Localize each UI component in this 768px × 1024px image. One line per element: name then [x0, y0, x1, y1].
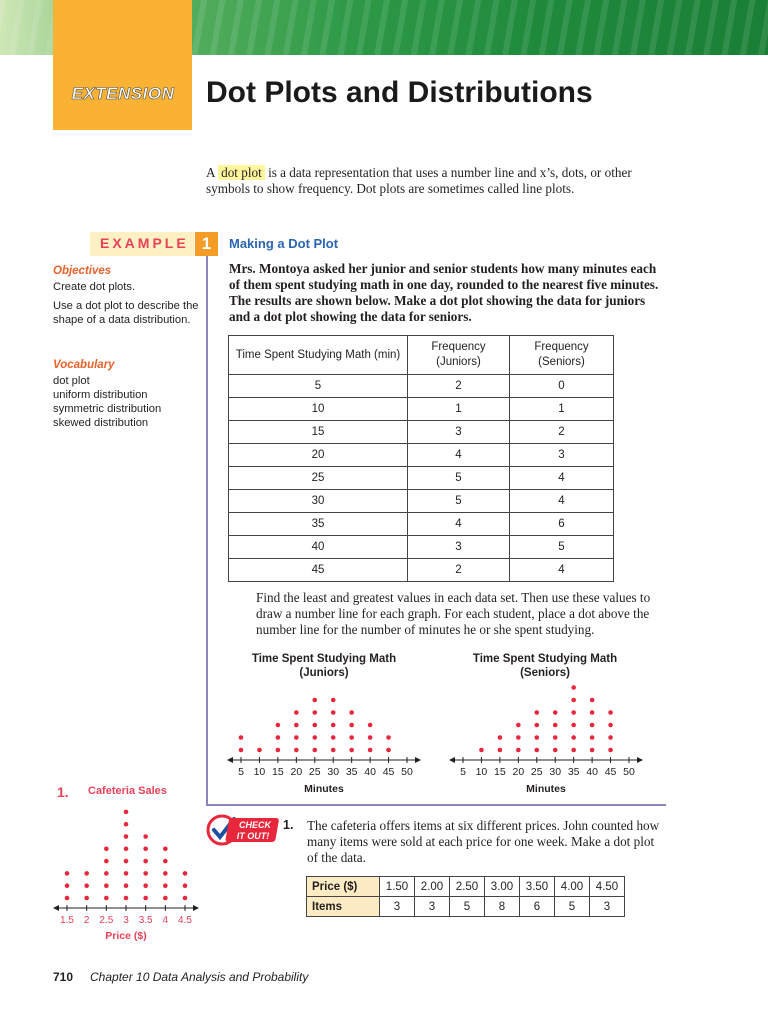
data-dot	[608, 748, 613, 753]
data-dot	[84, 883, 89, 888]
items-cell: 3	[590, 897, 625, 917]
axis-arrow-left	[227, 757, 233, 763]
check-it-out-badge	[206, 814, 282, 846]
data-dot	[104, 883, 109, 888]
data-dot	[386, 748, 391, 753]
data-dot	[349, 710, 354, 715]
price-row-header: Price ($)	[307, 877, 380, 897]
data-dot	[124, 871, 129, 876]
data-dot	[590, 698, 595, 703]
items-cell: 6	[520, 897, 555, 917]
data-dot	[163, 883, 168, 888]
intro-paragraph: A dot plot is a data representation that uses a number line and x’s, dots, or other symbols to show frequency. Dot plots are sometimes called line plots.	[206, 165, 632, 196]
tick-label: 3.5	[138, 915, 153, 926]
tick-label: 50	[623, 766, 635, 778]
data-dot	[368, 735, 373, 740]
data-dot	[590, 723, 595, 728]
table-cell: 3	[408, 536, 510, 559]
tick-label: 15	[494, 766, 506, 778]
data-dot	[163, 871, 168, 876]
tick-label: 10	[475, 766, 488, 778]
tick-label: 5	[460, 766, 466, 778]
tick-label: 3	[123, 915, 129, 926]
axis-arrow-right	[637, 757, 643, 763]
data-dot	[143, 847, 148, 852]
data-dot	[294, 748, 299, 753]
tick-label: 20	[290, 766, 303, 778]
data-dot	[479, 748, 484, 753]
table-cell: 1	[408, 398, 510, 421]
data-dot	[239, 735, 244, 740]
problem-statement: Mrs. Montoya asked her junior and senior students how many minutes each of them spent studying math in one day, rounded to the nearest five minutes. The results are shown below. Make a dot plot showing the data for juniors and a dot plot showing the data for seniors.	[229, 261, 659, 324]
tick-label: 1.5	[60, 915, 74, 926]
vocab-item: skewed distribution	[53, 417, 149, 429]
data-dot	[65, 896, 70, 901]
answer-number: 1.	[57, 784, 69, 800]
data-dot	[498, 735, 503, 740]
table-cell: 25	[229, 467, 408, 490]
table-cell: 45	[229, 559, 408, 582]
tick-label: 10	[253, 766, 266, 778]
term-dot-plot: dot plot	[218, 165, 265, 180]
table-cell: 15	[229, 421, 408, 444]
data-dot	[294, 710, 299, 715]
data-dot	[143, 859, 148, 864]
data-dot	[124, 896, 129, 901]
tick-label: 35	[345, 766, 358, 778]
data-dot	[331, 698, 336, 703]
juniors-plot-title: Time Spent Studying Math (Juniors)	[251, 653, 397, 679]
data-dot	[312, 698, 317, 703]
table-header: Time Spent Studying Math (min)	[229, 336, 408, 375]
svg-text:IT OUT!: IT OUT!	[236, 831, 270, 841]
example-label: EXAMPLE	[100, 235, 189, 251]
axis-label: Minutes	[304, 783, 344, 795]
table-cell: 1	[510, 398, 614, 421]
data-dot	[498, 748, 503, 753]
objective-item: Create dot plots.	[53, 281, 136, 293]
price-cell: 3.00	[485, 877, 520, 897]
data-dot	[516, 723, 521, 728]
instructions-paragraph: Find the least and greatest values in each data set. Then use these values to draw a number line for each graph. For each student, place a dot above the number line for the number of minutes he or she spent studying.	[256, 590, 651, 637]
data-dot	[312, 710, 317, 715]
objective-item: Use a dot plot to describe the shape of a data distribution.	[53, 300, 199, 326]
data-dot	[143, 883, 148, 888]
data-dot	[349, 735, 354, 740]
data-dot	[124, 834, 129, 839]
tick-label: 25	[308, 766, 321, 778]
check-problem-text: The cafeteria offers items at six different prices. John counted how many items were sold at each price for one week. Make a dot plot of the data.	[307, 818, 660, 865]
items-cell: 5	[450, 897, 485, 917]
data-dot	[84, 871, 89, 876]
vocab-item: uniform distribution	[53, 389, 148, 401]
table-cell: 5	[229, 375, 408, 398]
tick-label: 50	[401, 766, 413, 778]
table-cell: 5	[510, 536, 614, 559]
data-dot	[65, 871, 70, 876]
table-cell: 5	[408, 490, 510, 513]
data-dot	[571, 735, 576, 740]
data-dot	[571, 685, 576, 690]
tick-label: 15	[272, 766, 284, 778]
items-cell: 3	[415, 897, 450, 917]
table-cell: 4	[510, 490, 614, 513]
data-dot	[239, 748, 244, 753]
data-dot	[571, 723, 576, 728]
price-cell: 3.50	[520, 877, 555, 897]
data-dot	[257, 748, 262, 753]
vocabulary-heading: Vocabulary	[53, 359, 115, 371]
data-dot	[104, 847, 109, 852]
table-cell: 4	[408, 444, 510, 467]
data-dot	[571, 710, 576, 715]
items-cell: 5	[555, 897, 590, 917]
table-cell: 3	[408, 421, 510, 444]
data-dot	[163, 896, 168, 901]
axis-arrow-right	[415, 757, 421, 763]
data-dot	[590, 710, 595, 715]
data-dot	[276, 735, 281, 740]
table-cell: 20	[229, 444, 408, 467]
data-dot	[294, 723, 299, 728]
example-number: 1	[195, 232, 218, 256]
data-dot	[143, 871, 148, 876]
tick-label: 25	[530, 766, 543, 778]
axis-arrow-left	[53, 905, 59, 911]
objectives-heading: Objectives	[53, 265, 112, 277]
data-dot	[312, 748, 317, 753]
vocab-item: dot plot	[53, 375, 90, 387]
tick-label: 20	[512, 766, 525, 778]
items-row-header: Items	[307, 897, 380, 917]
table-cell: 3	[510, 444, 614, 467]
data-dot	[516, 735, 521, 740]
answer-title: Cafeteria Sales	[88, 785, 167, 797]
axis-arrow-left	[449, 757, 455, 763]
vocab-item: symmetric distribution	[53, 403, 162, 415]
data-dot	[368, 748, 373, 753]
table-cell: 4	[510, 559, 614, 582]
extension-label: EXTENSION	[71, 84, 175, 103]
price-cell: 4.00	[555, 877, 590, 897]
price-table	[306, 876, 625, 917]
axis-label: Price ($)	[105, 930, 147, 942]
data-dot	[331, 710, 336, 715]
data-dot	[312, 723, 317, 728]
data-dot	[590, 748, 595, 753]
table-cell: 40	[229, 536, 408, 559]
data-dot	[590, 735, 595, 740]
table-cell: 5	[408, 467, 510, 490]
data-dot	[553, 748, 558, 753]
page-title: Dot Plots and Distributions	[206, 76, 593, 109]
data-dot	[534, 710, 539, 715]
data-dot	[349, 748, 354, 753]
data-dot	[104, 859, 109, 864]
items-cell: 3	[380, 897, 415, 917]
data-dot	[276, 748, 281, 753]
data-dot	[124, 810, 129, 815]
data-dot	[84, 896, 89, 901]
table-header: Frequency (Juniors)	[408, 336, 510, 375]
svg-text:CHECK: CHECK	[238, 820, 272, 830]
data-dot	[349, 723, 354, 728]
data-dot	[104, 896, 109, 901]
data-dot	[608, 735, 613, 740]
data-dot	[312, 735, 317, 740]
data-dot	[143, 896, 148, 901]
axis-arrow-right	[193, 905, 199, 911]
data-dot	[124, 847, 129, 852]
data-dot	[331, 723, 336, 728]
data-dot	[534, 748, 539, 753]
data-dot	[534, 735, 539, 740]
data-dot	[124, 883, 129, 888]
tick-label: 35	[567, 766, 580, 778]
tick-label: 30	[327, 766, 340, 778]
table-cell: 4	[510, 467, 614, 490]
price-cell: 1.50	[380, 877, 415, 897]
tick-label: 40	[364, 766, 376, 778]
example-heading: Making a Dot Plot	[229, 236, 339, 251]
table-cell: 2	[408, 375, 510, 398]
tick-label: 45	[604, 766, 617, 778]
data-dot	[608, 723, 613, 728]
data-dot	[516, 748, 521, 753]
tick-label: 5	[238, 766, 244, 778]
table-cell: 4	[408, 513, 510, 536]
data-dot	[183, 883, 188, 888]
data-dot	[163, 859, 168, 864]
table-cell: 2	[408, 559, 510, 582]
data-dot	[608, 710, 613, 715]
data-dot	[104, 871, 109, 876]
table-cell: 2	[510, 421, 614, 444]
data-dot	[386, 735, 391, 740]
table-cell: 30	[229, 490, 408, 513]
data-dot	[571, 748, 576, 753]
chapter-footer: Chapter 10 Data Analysis and Probability	[90, 970, 309, 984]
tick-label: 2	[83, 915, 90, 926]
table-cell: 6	[510, 513, 614, 536]
items-cell: 8	[485, 897, 520, 917]
check-problem-number: 1.	[283, 818, 294, 832]
tick-label: 40	[586, 766, 598, 778]
data-dot	[294, 735, 299, 740]
table-cell: 0	[510, 375, 614, 398]
data-dot	[553, 723, 558, 728]
tick-label: 2.5	[99, 915, 114, 926]
data-dot	[553, 735, 558, 740]
data-dot	[183, 896, 188, 901]
tick-label: 4.5	[178, 915, 192, 926]
table-cell: 10	[229, 398, 408, 421]
table-cell: 35	[229, 513, 408, 536]
data-dot	[368, 723, 373, 728]
data-dot	[331, 748, 336, 753]
data-dot	[571, 698, 576, 703]
data-dot	[276, 723, 281, 728]
data-dot	[65, 883, 70, 888]
price-cell: 2.00	[415, 877, 450, 897]
data-dot	[534, 723, 539, 728]
data-dot	[553, 710, 558, 715]
seniors-plot-title: Time Spent Studying Math (Seniors)	[472, 653, 618, 679]
data-dot	[163, 847, 168, 852]
axis-label: Minutes	[526, 783, 566, 795]
tick-label: 30	[549, 766, 562, 778]
tick-label: 45	[382, 766, 395, 778]
price-cell: 4.50	[590, 877, 625, 897]
price-cell: 2.50	[450, 877, 485, 897]
table-header: Frequency (Seniors)	[510, 336, 614, 375]
data-dot	[331, 735, 336, 740]
data-dot	[124, 859, 129, 864]
data-dot	[124, 822, 129, 827]
tick-label: 4	[162, 915, 169, 926]
data-dot	[143, 834, 148, 839]
page-number: 710	[53, 970, 74, 984]
data-dot	[183, 871, 188, 876]
